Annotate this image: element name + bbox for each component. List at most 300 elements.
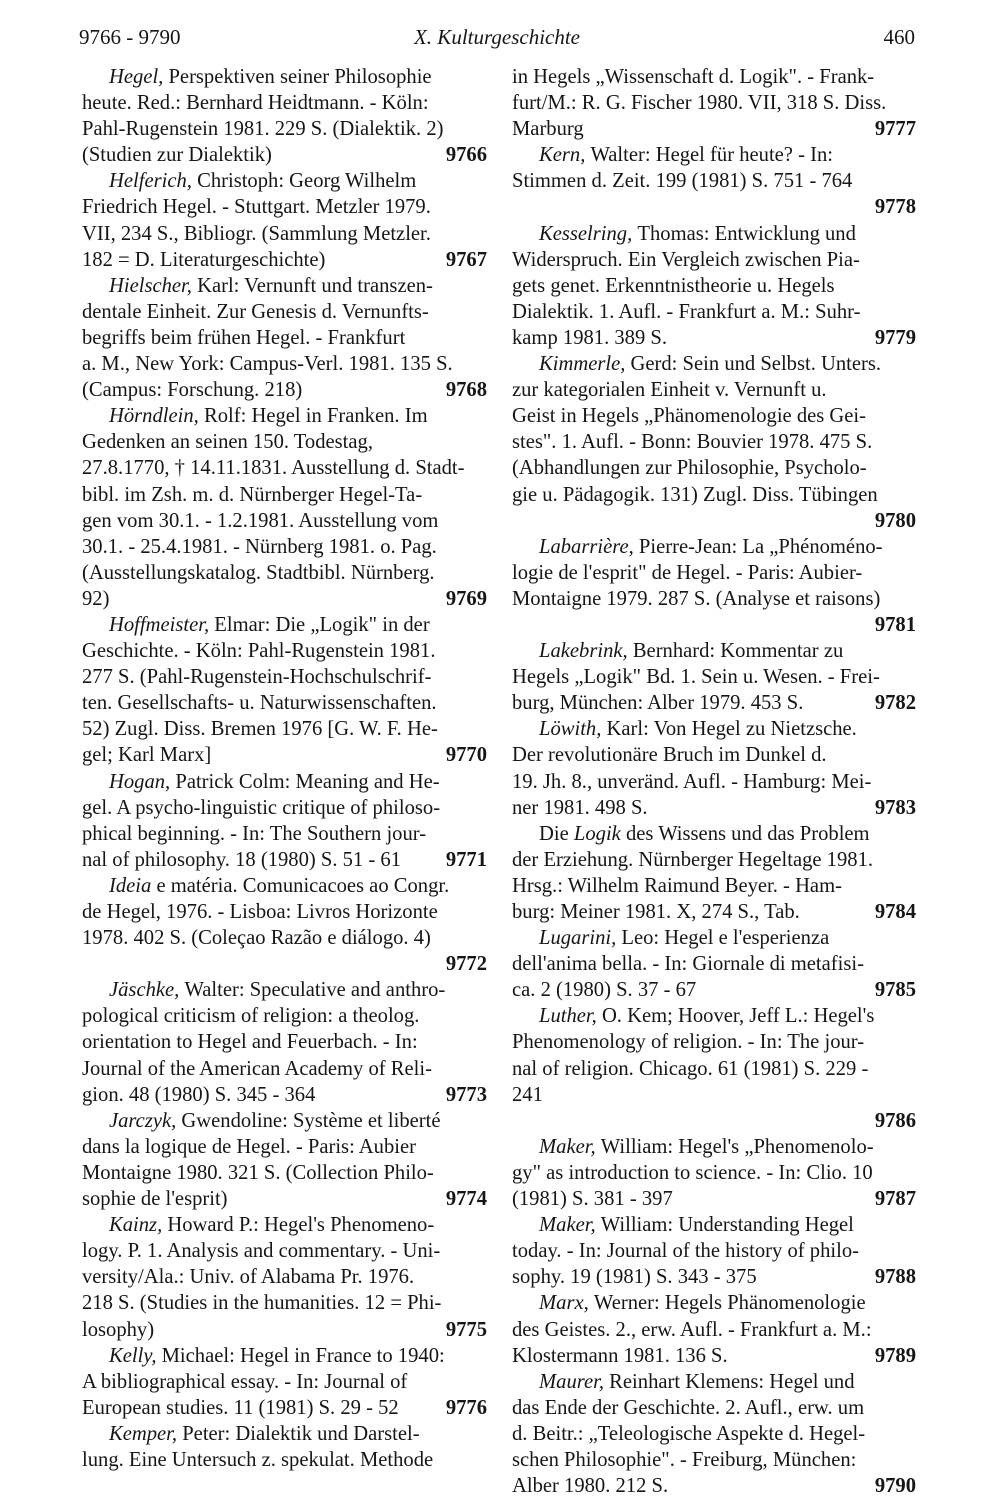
entry-line	[82, 1290, 487, 1316]
entry-text	[82, 1423, 420, 1445]
entry-text-segment: Gwendoline: Système et liberté	[181, 1109, 441, 1132]
entry-text: dentale Einheit. Zur Genesis d. Vernunfts-	[82, 300, 429, 323]
bibliography-entry	[512, 821, 916, 925]
entry-line	[512, 925, 916, 951]
entry-line	[82, 534, 487, 560]
entry-text: losophy)	[82, 1318, 155, 1341]
entry-text	[512, 144, 833, 166]
entry-author: Kern,	[539, 144, 591, 167]
entry-text	[512, 353, 881, 375]
entry-line	[512, 1473, 916, 1499]
entry-text: Alber 1980. 212 S.	[512, 1475, 669, 1498]
bibliography-entry	[512, 1212, 916, 1290]
entry-text-segment: Thomas: Entwicklung und	[637, 222, 856, 245]
entry-text: Marburg	[512, 118, 584, 141]
entry-line	[82, 795, 487, 821]
entry-text: kamp 1981. 389 S.	[512, 326, 668, 349]
entry-line	[82, 1003, 487, 1029]
entry-line	[512, 1108, 916, 1134]
entry-text: sophy. 19 (1981) S. 343 - 375	[512, 1266, 757, 1289]
entry-line	[82, 455, 487, 481]
entry-line	[512, 899, 916, 925]
entry-line	[512, 221, 916, 247]
entry-line	[512, 1421, 916, 1447]
entry-text: ten. Gesellschafts- u. Naturwissenschaften.	[82, 692, 437, 715]
entry-number: 9788	[874, 1266, 916, 1289]
entry-line	[512, 795, 916, 821]
bibliography-entry	[512, 221, 916, 351]
entry-text-segment: e matéria. Comunicacoes ao Congr.	[156, 874, 450, 897]
bibliography-entry	[82, 612, 487, 769]
entry-text-segment: Rolf: Hegel in Franken. Im	[203, 405, 428, 428]
entry-text: 1978. 402 S. (Coleçao Razão e diálogo. 4)	[82, 927, 431, 950]
entry-text: 92)	[82, 587, 110, 610]
entry-text: today. - In: Journal of the history of philo-	[512, 1240, 859, 1263]
entry-line	[82, 925, 487, 951]
entry-text	[82, 771, 440, 793]
entry-text: versity/Ala.: Univ. of Alabama Pr. 1976.	[82, 1266, 415, 1289]
entry-text: Montaigne 1979. 287 S. (Analyse et raisons)	[512, 587, 881, 610]
entry-author: Helferich,	[109, 170, 198, 193]
entry-line	[82, 1082, 487, 1108]
entry-text: Geschichte. - Köln: Pahl-Rugenstein 1981.	[82, 640, 436, 663]
entry-number: 9782	[874, 692, 916, 715]
entry-range: 9766 - 9790	[79, 25, 181, 49]
entry-text	[512, 1136, 874, 1158]
entry-line	[82, 1108, 487, 1134]
section-title: X. Kulturgeschichte	[413, 25, 581, 49]
entry-number: 9770	[445, 744, 487, 767]
entry-author: Kemper,	[109, 1422, 183, 1445]
entry-text	[82, 875, 449, 897]
entry-line	[512, 1238, 916, 1264]
entry-line	[512, 977, 916, 1003]
entry-text: Gedenken an seinen 150. Todestag,	[82, 431, 373, 454]
entry-text-segment: Patrick Colm: Meaning and He-	[175, 770, 440, 793]
left-column	[82, 64, 487, 1473]
bibliography-entry	[512, 351, 916, 534]
entry-line	[82, 299, 487, 325]
entry-text-segment: Perspektiven seiner Philosophie	[168, 66, 432, 88]
entry-number: 9786	[874, 1109, 916, 1132]
entry-text: phical beginning. - In: The Southern jour-	[82, 822, 427, 845]
entry-text: Geist in Hegels „Phänomenologie des Gei-	[512, 405, 867, 428]
entry-text: 27.8.1770, † 14.11.1831. Ausstellung d. Stadt-	[82, 457, 465, 480]
entry-line	[82, 116, 487, 142]
entry-text: 30.1. - 25.4.1981. - Nürnberg 1981. o. Pag.	[82, 535, 437, 558]
entry-line	[82, 351, 487, 377]
entry-line	[82, 273, 487, 299]
entry-text	[512, 223, 856, 245]
bibliography-entry	[82, 1343, 487, 1421]
entry-text-segment: Howard P.: Hegel's Phenomeno-	[167, 1214, 435, 1237]
entry-text	[512, 1292, 866, 1314]
entry-text: schen Philosophie". - Freiburg, München:	[512, 1448, 857, 1471]
entry-text: VII, 234 S., Bibliogr. (Sammlung Metzler.	[82, 222, 431, 245]
entry-text: de Hegel, 1976. - Lisboa: Livros Horizonte	[82, 901, 438, 923]
entry-line	[512, 821, 916, 847]
entry-number: 9784	[874, 901, 916, 923]
entry-line	[512, 1003, 916, 1029]
entry-text-segment: Elmar: Die „Logik" in der	[214, 613, 430, 636]
entry-text: zur kategorialen Einheit v. Vernunft u.	[512, 379, 827, 402]
page-header	[79, 22, 915, 52]
entry-text: in Hegels „Wissenschaft d. Logik". - Frank-	[512, 66, 875, 88]
entry-line	[512, 429, 916, 455]
entry-author: Luther,	[539, 1005, 602, 1028]
bibliography-entry	[82, 1108, 487, 1212]
entry-line	[82, 951, 487, 977]
entry-line	[82, 1212, 487, 1238]
entry-text	[512, 718, 857, 740]
entry-text: der Erziehung. Nürnberger Hegeltage 1981.	[512, 848, 874, 871]
entry-number: 9772	[445, 953, 487, 976]
bibliography-entry	[82, 64, 487, 168]
entry-text: pological criticism of religion: a theolog.	[82, 1005, 420, 1028]
entry-line	[512, 847, 916, 873]
bibliography-entry	[82, 1421, 487, 1473]
entry-author: Maurer,	[539, 1370, 610, 1393]
entry-text: (1981) S. 381 - 397	[512, 1188, 673, 1211]
entry-text: Stimmen d. Zeit. 199 (1981) S. 751 - 764	[512, 170, 853, 193]
entry-text: dans la logique de Hegel. - Paris: Aubier	[82, 1135, 416, 1158]
entry-number: 9780	[874, 509, 916, 532]
entry-line	[512, 403, 916, 429]
entry-author: Jäschke,	[109, 979, 185, 1002]
entry-text	[82, 66, 432, 88]
entry-line	[82, 1395, 487, 1421]
entry-text	[512, 1005, 874, 1027]
entry-text: des Geistes. 2., erw. Aufl. - Frankfurt a. M.:	[512, 1318, 872, 1341]
entry-text: logie de l'esprit" de Hegel. - Paris: Aubier-	[512, 561, 863, 584]
entry-text: begriffs beim frühen Hegel. - Frankfurt	[82, 326, 406, 349]
entry-line	[82, 1264, 487, 1290]
entry-text: 52) Zugl. Diss. Bremen 1976 [G. W. F. He-	[82, 718, 438, 741]
entry-line	[82, 769, 487, 795]
entry-author: Ideia	[109, 874, 157, 897]
entry-line	[82, 90, 487, 116]
entry-author: Kelly,	[109, 1344, 162, 1367]
entry-text: Hrsg.: Wilhelm Raimund Beyer. - Ham-	[512, 874, 842, 897]
entry-text	[82, 1214, 434, 1236]
entry-line	[82, 221, 487, 247]
entry-line	[512, 1056, 916, 1082]
entry-line	[512, 1029, 916, 1055]
entry-text: logy. P. 1. Analysis and commentary. - Uni-	[82, 1240, 441, 1263]
entry-author: Kimmerle,	[539, 353, 631, 376]
entry-line	[512, 534, 916, 560]
entry-text	[82, 1345, 445, 1367]
entry-text-segment: William: Understanding Hegel	[600, 1214, 854, 1237]
entry-text: gion. 48 (1980) S. 345 - 364	[82, 1083, 316, 1106]
bibliography-entry	[82, 873, 487, 977]
entry-line	[512, 1134, 916, 1160]
entry-line	[82, 325, 487, 351]
entry-text: 277 S. (Pahl-Rugenstein-Hochschulschrif-	[82, 666, 432, 689]
entry-text: gel; Karl Marx]	[82, 744, 212, 767]
entry-author: Hielscher,	[109, 274, 198, 297]
entry-number: 9774	[445, 1188, 487, 1211]
entry-number: 9778	[874, 196, 916, 219]
entry-number: 9777	[874, 118, 916, 141]
entry-text: Dialektik. 1. Aufl. - Frankfurt a. M.: Suhr-	[512, 300, 861, 323]
entry-text: gy" as introduction to science. - In: Clio. 10	[512, 1161, 873, 1184]
entry-number: 9766	[445, 144, 487, 167]
entry-author: Jarczyk,	[109, 1109, 182, 1132]
entry-text: 241	[512, 1083, 543, 1106]
entry-line	[512, 377, 916, 403]
entry-line	[512, 273, 916, 299]
entry-text-segment: Karl: Von Hegel zu Nietzsche.	[606, 718, 857, 741]
entry-text: 218 S. (Studies in the humanities. 12 = Phi-	[82, 1292, 442, 1315]
entry-text: Journal of the American Academy of Reli-	[82, 1057, 432, 1080]
entry-line	[512, 664, 916, 690]
entry-line	[512, 690, 916, 716]
entry-text: heute. Red.: Bernhard Heidtmann. - Köln:	[82, 92, 429, 115]
entry-text: ner 1981. 498 S.	[512, 796, 648, 819]
entry-text: (Studien zur Dialektik)	[82, 144, 272, 167]
entry-number: 9767	[445, 248, 487, 271]
entry-text-segment: Karl: Vernunft und transzen-	[197, 274, 433, 297]
entry-text: Widerspruch. Ein Vergleich zwischen Pia-	[512, 248, 860, 271]
entry-line	[512, 612, 916, 638]
entry-number: 9787	[874, 1188, 916, 1211]
entry-line	[82, 1238, 487, 1264]
entry-text	[82, 170, 416, 192]
entry-text-segment: des Wissens und das Problem	[620, 822, 870, 845]
entry-text: das Ende der Geschichte. 2. Aufl., erw. um	[512, 1396, 865, 1419]
entry-author: Hörndlein,	[109, 405, 204, 428]
entry-line	[512, 299, 916, 325]
entry-line	[82, 168, 487, 194]
entry-number: 9773	[445, 1083, 487, 1106]
entry-line	[512, 247, 916, 273]
page-number: 460	[883, 25, 915, 49]
bibliography-entry	[512, 534, 916, 638]
entry-text	[512, 536, 883, 558]
entry-text: Montaigne 1980. 321 S. (Collection Philo-	[82, 1161, 434, 1184]
entry-author: Labarrière,	[539, 535, 639, 558]
entry-text: European studies. 11 (1981) S. 29 - 52	[82, 1396, 399, 1419]
entry-text	[512, 1371, 855, 1393]
entry-line	[82, 1029, 487, 1055]
entry-line	[82, 1421, 487, 1447]
bibliography-entry	[512, 716, 916, 820]
entry-line	[512, 742, 916, 768]
entry-text: (Ausstellungskatalog. Stadtbibl. Nürnberg.	[82, 561, 435, 584]
entry-line	[512, 1343, 916, 1369]
entry-author: Lakebrink,	[539, 640, 633, 663]
entry-author: Hogan,	[109, 770, 176, 793]
entry-line	[512, 90, 916, 116]
entry-line	[512, 1290, 916, 1316]
entry-line	[512, 168, 916, 194]
entry-text	[512, 927, 829, 949]
bibliography-entry	[512, 1134, 916, 1212]
entry-text: d. Beitr.: „Teleologische Aspekte d. Hegel-	[512, 1422, 866, 1445]
entry-number: 9781	[874, 613, 916, 636]
entry-number: 9790	[874, 1475, 916, 1498]
entry-text-segment: O. Kem; Hoover, Jeff L.: Hegel's	[601, 1005, 875, 1028]
entry-line	[82, 899, 487, 925]
entry-line	[512, 1447, 916, 1473]
bibliography-entry	[512, 638, 916, 716]
entry-text: A bibliographical essay. - In: Journal of	[82, 1370, 408, 1393]
entry-text-segment: Reinhart Klemens: Hegel und	[609, 1370, 855, 1393]
entry-number: 9775	[445, 1318, 487, 1341]
entry-text: sophie de l'esprit)	[82, 1188, 228, 1211]
entry-author: Kesselring,	[539, 222, 638, 245]
bibliography-entry	[82, 273, 487, 403]
entry-text-segment: Bernhard: Kommentar zu	[632, 640, 844, 663]
entry-text: 19. Jh. 8., unveränd. Aufl. - Hamburg: Mei-	[512, 770, 872, 793]
entry-text	[82, 614, 430, 636]
entry-text: burg: Meiner 1981. X, 274 S., Tab.	[512, 901, 800, 923]
entry-text	[82, 979, 445, 1001]
entry-text-segment: William: Hegel's „Phenomenolo-	[600, 1135, 874, 1158]
entry-line	[512, 1264, 916, 1290]
entry-number: 9789	[874, 1344, 916, 1367]
entry-line	[512, 116, 916, 142]
entry-text: 182 = D. Literaturgeschichte)	[82, 248, 326, 271]
right-column	[512, 64, 916, 1499]
entry-text: bibl. im Zsh. m. d. Nürnberger Hegel-Ta-	[82, 483, 423, 506]
entry-line	[82, 429, 487, 455]
entry-line	[512, 482, 916, 508]
entry-text	[512, 640, 843, 662]
entry-line	[512, 1186, 916, 1212]
entry-text: (Abhandlungen zur Philosophie, Psycholo-	[512, 457, 867, 480]
entry-line	[82, 1343, 487, 1369]
bibliography-entry	[82, 403, 487, 612]
entry-text: Friedrich Hegel. - Stuttgart. Metzler 1979.	[82, 196, 431, 219]
entry-text: gel. A psycho-linguistic critique of philoso-	[82, 796, 441, 819]
entry-line	[82, 64, 487, 90]
entry-line	[512, 586, 916, 612]
entry-line	[512, 769, 916, 795]
entry-text-segment: Walter: Speculative and anthro-	[184, 979, 446, 1002]
entry-text-segment: Leo: Hegel e l'esperienza	[621, 927, 830, 950]
bibliography-entry	[512, 142, 916, 220]
entry-line	[82, 847, 487, 873]
entry-text	[512, 823, 870, 845]
entry-line	[512, 325, 916, 351]
entry-line	[82, 664, 487, 690]
entry-number: 9783	[874, 796, 916, 819]
entry-line	[512, 508, 916, 534]
bibliography-entry	[512, 1290, 916, 1368]
entry-text: gets genet. Erkenntnistheorie u. Hegels	[512, 274, 835, 297]
entry-text-segment: Michael: Hegel in France to 1940:	[161, 1344, 445, 1367]
entry-number: 9768	[445, 379, 487, 402]
entry-line	[512, 1082, 916, 1108]
entry-text: a. M., New York: Campus-Verl. 1981. 135 S.	[82, 353, 453, 376]
entry-line	[512, 351, 916, 377]
entry-author: Maker,	[539, 1135, 601, 1158]
entry-line	[82, 377, 487, 403]
entry-text	[82, 275, 433, 297]
entry-author: Hoffmeister,	[109, 613, 215, 636]
entry-text-segment: Gerd: Sein und Selbst. Unters.	[630, 353, 882, 376]
entry-author: Lugarini,	[539, 927, 622, 950]
entry-text: gie u. Pädagogik. 131) Zugl. Diss. Tübingen	[512, 483, 878, 506]
entry-author: Marx,	[539, 1292, 594, 1315]
entry-text: Pahl-Rugenstein 1981. 229 S. (Dialektik. 2)	[82, 118, 444, 141]
entry-line	[82, 742, 487, 768]
entry-text-segment: Christoph: Georg Wilhelm	[197, 170, 417, 193]
entry-author: Hegel,	[109, 66, 169, 88]
entry-text	[512, 1214, 854, 1236]
entry-line	[82, 612, 487, 638]
entry-number: 9785	[874, 979, 916, 1002]
entry-line	[82, 1369, 487, 1395]
entry-line	[82, 560, 487, 586]
entry-line	[512, 142, 916, 168]
entry-line	[512, 194, 916, 220]
entry-line	[512, 1395, 916, 1421]
bibliography-entry	[512, 925, 916, 1003]
entry-line	[82, 586, 487, 612]
entry-author: Maker,	[539, 1214, 601, 1237]
entry-line	[512, 455, 916, 481]
entry-line	[82, 977, 487, 1003]
entry-text: gen vom 30.1. - 1.2.1981. Ausstellung vom	[82, 509, 439, 532]
entry-text-segment: Pierre-Jean: La „Phénoméno-	[638, 535, 883, 558]
entry-line	[82, 873, 487, 899]
entry-number: 9779	[874, 326, 916, 349]
entry-line	[512, 64, 916, 90]
entry-number: 9769	[445, 587, 487, 610]
entry-line	[512, 1369, 916, 1395]
entry-text: furt/M.: R. G. Fischer 1980. VII, 318 S. Diss.	[512, 92, 887, 115]
entry-text: Phenomenology of religion. - In: The jour-	[512, 1031, 865, 1054]
entry-line	[512, 1212, 916, 1238]
entry-text	[82, 405, 428, 427]
entry-author: Die	[539, 822, 574, 845]
bibliography-entry	[82, 1212, 487, 1342]
entry-number: 9776	[445, 1396, 487, 1419]
entry-text: ca. 2 (1980) S. 37 - 67	[512, 979, 697, 1002]
entry-line	[512, 560, 916, 586]
entry-line	[82, 1317, 487, 1343]
entry-text: dell'anima bella. - In: Giornale di metafisi-	[512, 953, 864, 976]
entry-text: stes". 1. Aufl. - Bonn: Bouvier 1978. 475 S.	[512, 431, 873, 454]
entry-line	[82, 403, 487, 429]
entry-line	[82, 821, 487, 847]
bibliography-entry	[82, 977, 487, 1107]
entry-line	[82, 1056, 487, 1082]
entry-line	[82, 194, 487, 220]
entry-text: (Campus: Forschung. 218)	[82, 379, 303, 402]
entry-line	[82, 716, 487, 742]
entry-text: nal of philosophy. 18 (1980) S. 51 - 61	[82, 848, 401, 871]
entry-text: nal of religion. Chicago. 61 (1981) S. 229 -	[512, 1057, 869, 1080]
entry-text-segment: Walter: Hegel für heute? - In:	[590, 144, 833, 167]
entry-line	[512, 638, 916, 664]
entry-line	[82, 1186, 487, 1212]
entry-line	[82, 247, 487, 273]
entry-line	[512, 873, 916, 899]
entry-line	[512, 951, 916, 977]
entry-line	[512, 1317, 916, 1343]
bibliography-entry	[82, 769, 487, 873]
entry-line	[82, 1447, 487, 1473]
bibliography-entry	[512, 1369, 916, 1499]
entry-text-segment: Werner: Hegels Phänomenologie	[593, 1292, 866, 1315]
entry-line	[512, 716, 916, 742]
entry-line	[512, 1160, 916, 1186]
entry-text: Klostermann 1981. 136 S.	[512, 1344, 728, 1367]
